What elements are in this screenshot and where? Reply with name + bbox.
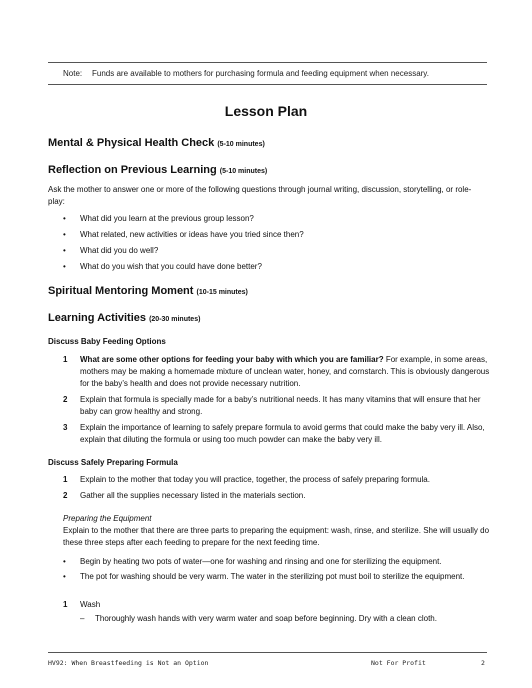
note-text: Funds are available to mothers for purchasing formula and feeding equipment when necessary. — [92, 69, 429, 78]
reflection-intro: Ask the mother to answer one or more of the following questions through journal writing, discussion, storytelling, or role-play: — [48, 185, 472, 206]
heading-text: Spiritual Mentoring Moment — [48, 285, 194, 297]
heading-text: Mental & Physical Health Check — [48, 137, 215, 149]
page-number: 2 — [481, 659, 485, 667]
heading-learning — [48, 312, 200, 324]
bullet-icon: • — [63, 246, 66, 255]
equipment-intro: Explain to the mother that there are three parts to preparing the equipment: wash, rinse, and sterilize. She will usually do these three steps after each feeding to prepare for the next feeding time. — [63, 526, 490, 547]
bullet-icon: • — [63, 262, 66, 271]
bullet-icon: • — [63, 557, 66, 566]
note — [63, 69, 429, 78]
top-divider — [48, 62, 487, 63]
footer-left: HV92: When Breastfeeding is Not an Option — [48, 659, 209, 667]
heading-mental-health — [48, 137, 265, 149]
duration: (5-10 minutes) — [219, 168, 268, 175]
duration: (20-30 minutes) — [149, 316, 201, 323]
heading-text: Learning Activities — [48, 312, 147, 324]
note-divider — [48, 84, 487, 85]
subheading-equipment: Preparing the Equipment — [63, 514, 152, 523]
duration: (5-10 minutes) — [217, 141, 265, 148]
heading-text: Reflection on Previous Learning — [48, 164, 217, 176]
bullet-icon: • — [63, 214, 66, 223]
page-title: Lesson Plan — [224, 103, 308, 119]
bullet-icon: • — [63, 230, 66, 239]
bullet-icon: • — [63, 572, 66, 581]
dash-icon: – — [80, 614, 85, 623]
subheading-feeding-options: Discuss Baby Feeding Options — [48, 337, 166, 346]
duration: (10-15 minutes) — [196, 289, 248, 296]
heading-spiritual — [48, 285, 248, 297]
note-label: Note: — [63, 69, 83, 78]
subheading-preparing-formula: Discuss Safely Preparing Formula — [48, 458, 178, 467]
footer-center: Not For Profit — [371, 659, 426, 667]
footer-divider — [48, 652, 487, 653]
document-page: Note: Funds are available to mothers for purchasing formula and feeding equipment when necessary. Lesson Plan Mental & Physical Health Check (5-10 minutes) Reflection on Previous Learning (5-10 minutes) Ask the mother to answer one or more of the following questions through journal writing, discussion, storytelling, or role-play: • What did you learn at the previous group lesson? • What related, new activities or ideas have you tried since then? • What did you do well? • What do you wish that you could have done better? Spiritual Mentoring Moment (10-15 minutes) Learning Activities (20-30 minutes) Discuss Baby Feeding Options 1 What are some other options for feeding your baby with which you are familiar? For example, in some areas, mothers may be making a homemade mixture of unclean water, honey, and cornstarch. This is obviously dangerous for the baby’s health and does not provide necessary nutrition. 2 Explain that formula is specially made for a baby’s nutritional needs. It has many vitamins that will ensure that her baby can grow healthy and strong. 3 Explain the importance of learning to safely prepare formula to avoid germs that could make the baby very ill. Also, explain that diluting the formula or using too much powder can make the baby very ill. Discuss Safely Preparing Formula 1 Explain to the mother that today you will practice, together, the process of safely preparing formula. 2 Gather all the supplies necessary listed in the materials section. Preparing the Equipment Explain to the mother that there are three parts to preparing the equipment: wash, rinse, and sterilize. She will usually do these three steps after each feeding to prepare for the next feeding time. • Begin by heating two pots of water—one for washing and rinsing and one for sterilizing the equipment. • The pot for washing should be very warm. The water in the sterilizing pot must boil to sterilize the equipment. 1 Wash – Thoroughly wash hands with very warm water and soap before beginning. Dry with a clean cloth. HV92: When Breastfeeding is Not an Option Not For Profit 2 — [0, 0, 532, 688]
heading-reflection — [48, 164, 267, 176]
